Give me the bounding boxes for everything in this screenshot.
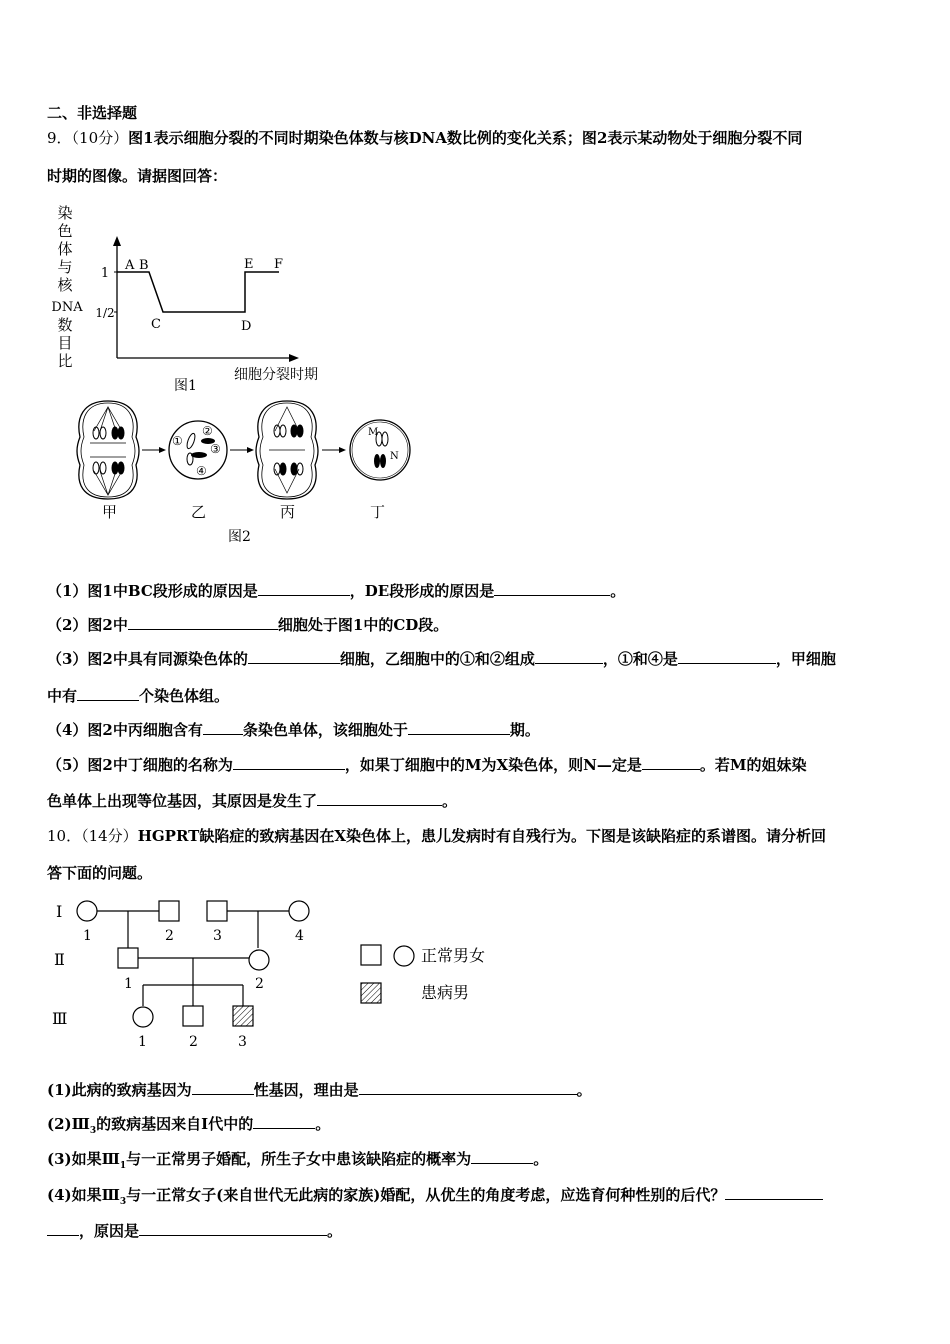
- fig1-ylabel-char: 目: [57, 334, 73, 352]
- q9-p4-text: 条染色单体，该细胞处于: [242, 721, 408, 739]
- individual-iii3-affected: [233, 1006, 253, 1026]
- fig1-point-a: A: [125, 258, 135, 273]
- gen-label-ii: Ⅱ: [54, 950, 65, 969]
- fig1-x-arrow: [289, 354, 299, 362]
- fig1-ylabel-char: DNA: [51, 300, 83, 315]
- fig1-ylabel-char: 色: [57, 222, 73, 240]
- q10-part-4-cont: [47, 1221, 910, 1241]
- num-i2: 2: [165, 928, 174, 944]
- q9-p5-text: （5）图2中丁细胞的名称为: [47, 756, 233, 774]
- q9-score: （10分）: [71, 129, 129, 147]
- num-iii1: 1: [138, 1034, 147, 1050]
- q9-p2-text: 细胞处于图1中的CD段。: [277, 616, 449, 634]
- num-iii3: 3: [238, 1034, 247, 1050]
- q9-p5-text: ，如果丁细胞中的M为X染色体，则N—定是: [344, 756, 642, 774]
- q9-part-5-cont: [47, 791, 910, 811]
- q9-p5-text: 色单体上出现等位基因，其原因是发生了: [47, 792, 318, 810]
- answer-blank[interactable]: [408, 720, 510, 735]
- q10-stem-line1: [47, 826, 910, 846]
- q10-s1-text: 性基因，理由是: [253, 1081, 359, 1099]
- fig1-ylabel-char: 数: [57, 316, 73, 334]
- legend-normal-label: 正常男女: [421, 946, 486, 965]
- q9-part-1: [47, 581, 910, 601]
- q9-stem-line1: [47, 128, 910, 148]
- answer-blank[interactable]: [77, 686, 139, 701]
- gen-label-i: Ⅰ: [56, 902, 63, 921]
- individual-i3: [207, 901, 227, 921]
- cell-ding: [350, 420, 410, 480]
- legend-affected-label: 患病男: [421, 983, 470, 1002]
- gen-label-iii: Ⅲ: [52, 1009, 68, 1028]
- q9-p4-text: （4）图2中丙细胞含有: [47, 721, 203, 739]
- fig1-ylabel-char: 比: [57, 352, 73, 370]
- individual-i1: [77, 901, 97, 921]
- fig1-ytick-1: 1: [100, 266, 110, 281]
- q9-p1-text: ，DE段形成的原因是: [349, 582, 495, 600]
- num-ii1: 1: [124, 976, 133, 992]
- q10-part-2: [47, 1114, 910, 1141]
- q10-s3-text: 。: [533, 1150, 549, 1168]
- q10-text1: HGPRT缺陷症的致病基因在X染色体上，患儿发病时有自残行为。下图是该缺陷症的系谱图。请分析回: [137, 827, 826, 845]
- q9-part-5: [47, 755, 910, 775]
- q10-s2-text: 。: [315, 1115, 331, 1133]
- q10-s3-text: 与一正常男子婚配，所生子女中患该缺陷症的概率为: [126, 1150, 472, 1168]
- chromosome-mark-4: ④: [196, 464, 207, 478]
- num-i4: 4: [295, 928, 304, 944]
- answer-blank[interactable]: [233, 755, 345, 770]
- arrow-head: [159, 447, 166, 453]
- arrow-head: [247, 447, 254, 453]
- q9-p4-text: 期。: [509, 721, 540, 739]
- answer-blank[interactable]: [192, 1080, 254, 1095]
- cell-label-jia: 甲: [102, 503, 118, 521]
- num-i1: 1: [83, 928, 92, 944]
- q9-p1-text: 。: [610, 582, 626, 600]
- q9-figure-2: [70, 395, 420, 550]
- fig1-ylabel-char: 核: [57, 276, 73, 294]
- individual-ii2: [249, 950, 269, 970]
- q10-part-4: [47, 1185, 910, 1212]
- q10-s4-sub: 3: [119, 1197, 127, 1207]
- fig1-ylabel-char: 与: [57, 258, 73, 276]
- fig1-point-d: D: [241, 319, 252, 334]
- answer-blank[interactable]: [471, 1149, 533, 1164]
- individual-i2: [159, 901, 179, 921]
- fig1-ylabel: [51, 204, 83, 370]
- legend-affected-symbol: [361, 983, 381, 1003]
- ding-mark-m: M: [368, 427, 379, 438]
- answer-blank[interactable]: [725, 1185, 823, 1200]
- chromosome-mark-2: ②: [202, 424, 213, 438]
- q10-s2-sub: 3: [89, 1126, 97, 1136]
- legend-female-symbol: [394, 946, 414, 966]
- fig1-ratio-curve: [117, 272, 279, 312]
- arrow-head: [339, 447, 346, 453]
- fig1-point-c: C: [151, 317, 161, 332]
- chromosome-mark-3: ③: [210, 442, 221, 456]
- q10-s3-text: (3)如果Ⅲ: [47, 1150, 120, 1168]
- fig1-ylabel-char: 染: [57, 204, 73, 222]
- q10-s1-text: (1)此病的致病基因为: [47, 1081, 192, 1099]
- q10-part-3: [47, 1149, 910, 1176]
- q9-p2-text: （2）图2中: [47, 616, 128, 634]
- answer-blank[interactable]: [128, 615, 278, 630]
- q9-p3-text: 中有: [47, 687, 78, 705]
- cell-label-yi: 乙: [191, 503, 207, 521]
- cell-jia: [77, 401, 139, 499]
- answer-blank[interactable]: [253, 1114, 315, 1129]
- q10-s4-text: 。: [327, 1222, 343, 1240]
- answer-blank[interactable]: [258, 581, 350, 596]
- answer-blank[interactable]: [203, 720, 243, 735]
- answer-blank[interactable]: [359, 1080, 577, 1095]
- answer-blank[interactable]: [248, 649, 340, 664]
- answer-blank[interactable]: [678, 649, 776, 664]
- q9-part-3-cont: [47, 686, 910, 706]
- individual-iii1: [133, 1007, 153, 1027]
- q10-s4-text: ，原因是: [79, 1222, 140, 1240]
- fig1-caption: 图1: [174, 378, 197, 394]
- answer-blank[interactable]: [139, 1221, 327, 1236]
- answer-blank[interactable]: [494, 581, 610, 596]
- cell-bing: [256, 401, 318, 499]
- fig2-caption: 图2: [228, 529, 251, 545]
- q9-p3-text: ，①和④是: [602, 650, 678, 668]
- q9-figure-1: [45, 200, 365, 400]
- q9-p3-text: 个染色体组。: [139, 687, 230, 705]
- q10-s2-text: (2)Ⅲ: [47, 1115, 90, 1133]
- q10-s4-text: (4)如果Ⅲ: [47, 1186, 120, 1204]
- q9-text1: 图1表示细胞分裂的不同时期染色体数与核DNA数比例的变化关系；图2表示某动物处于细胞分裂不同: [128, 129, 803, 147]
- cell-yi: [169, 421, 227, 479]
- q9-part-2: [47, 615, 910, 635]
- q9-part-4: [47, 720, 910, 740]
- num-ii2: 2: [255, 976, 264, 992]
- fig1-y-arrow: [113, 236, 121, 246]
- individual-ii1: [118, 948, 138, 968]
- q9-part-3: [47, 649, 910, 669]
- q9-p5-text: 。: [442, 792, 458, 810]
- q10-stem-line2: 答下面的问题。: [47, 864, 153, 882]
- legend-male-symbol: [361, 945, 381, 965]
- q10-pedigree: [45, 893, 515, 1058]
- q9-p5-text: 。若M的姐妹染: [699, 756, 807, 774]
- q9-p1-text: （1）图1中BC段形成的原因是: [47, 582, 258, 600]
- individual-i4: [289, 901, 309, 921]
- q9-p3-text: （3）图2中具有同源染色体的: [47, 650, 248, 668]
- num-iii2: 2: [189, 1034, 198, 1050]
- q9-stem-line2: 时期的图像。请据图回答：: [47, 167, 228, 185]
- q9-p3-text: 细胞，乙细胞中的①和②组成: [339, 650, 535, 668]
- fig1-ylabel-char: 体: [57, 240, 73, 258]
- answer-blank[interactable]: [535, 649, 603, 664]
- answer-blank[interactable]: [317, 791, 442, 806]
- fig1-ytick-half: 1/2: [95, 306, 115, 320]
- fig1-point-b: B: [139, 258, 149, 273]
- cell-label-ding: 丁: [370, 503, 386, 521]
- q10-score: （14分）: [81, 827, 138, 845]
- answer-blank[interactable]: [47, 1221, 79, 1236]
- section-title: 二、非选择题: [47, 104, 138, 122]
- ding-mark-n: N: [390, 451, 399, 462]
- q10-s3-sub: 1: [119, 1161, 127, 1171]
- fig1-xlabel: 细胞分裂时期: [234, 367, 318, 383]
- q10-part-1: [47, 1080, 910, 1100]
- q9-p3-text: ，甲细胞: [775, 650, 836, 668]
- individual-iii2: [183, 1006, 203, 1026]
- q10-number: 10．: [47, 827, 82, 845]
- fig1-point-e: E: [244, 257, 254, 272]
- answer-blank[interactable]: [642, 755, 700, 770]
- q10-s4-text: 与一正常女子(来自世代无此病的家族)婚配，从优生的角度考虑，应选育何种性别的后代？: [126, 1186, 726, 1204]
- chromosome-mark-1: ①: [172, 434, 183, 448]
- q9-number: 9．: [47, 129, 72, 147]
- num-i3: 3: [213, 928, 222, 944]
- cell-label-bing: 丙: [280, 503, 296, 521]
- fig1-point-f: F: [274, 257, 284, 272]
- q10-s2-text: 的致病基因来自Ⅰ代中的: [96, 1115, 254, 1133]
- q10-s1-text: 。: [576, 1081, 592, 1099]
